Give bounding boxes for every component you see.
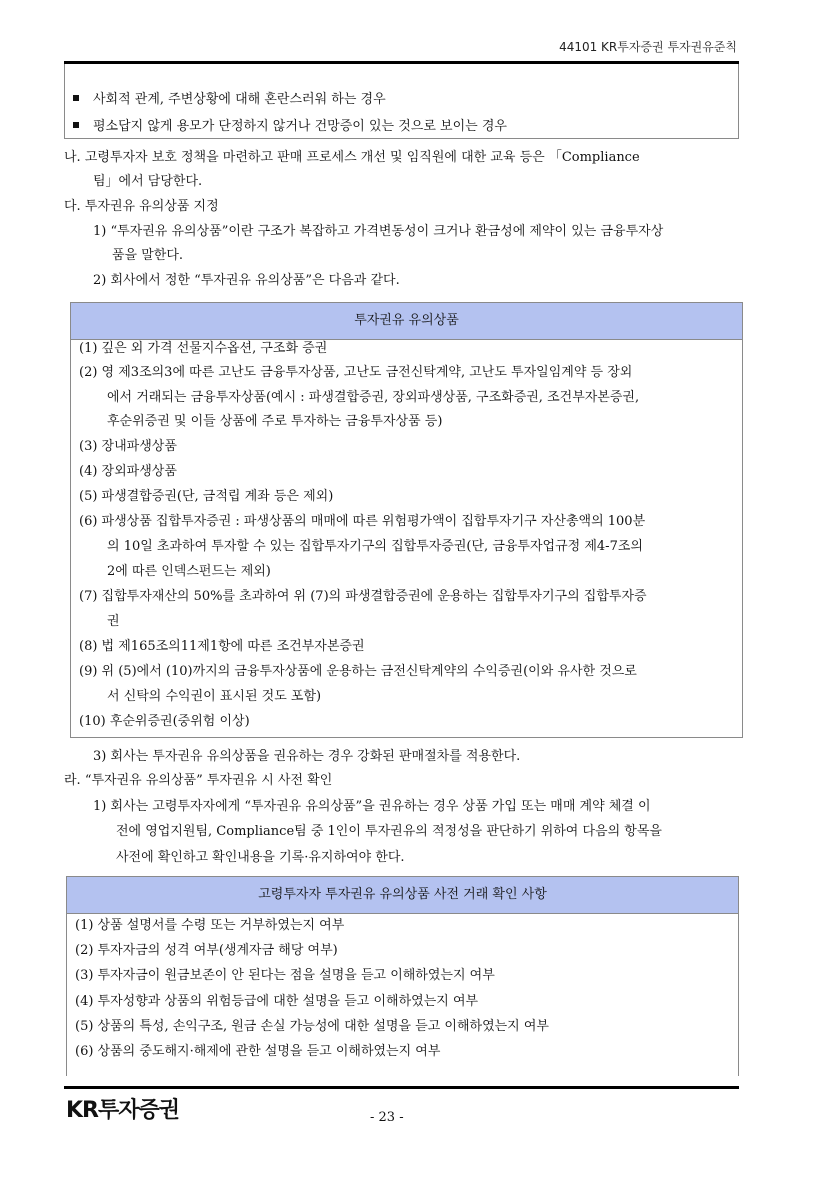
section-heading: 다. 투자권유 유의상품 지정 (64, 199, 219, 214)
table-line: 후순위증권 및 이들 상품에 주로 투자하는 금융투자상품 등) (107, 414, 443, 429)
table-line: 2에 따른 인덱스펀드는 제외) (107, 564, 271, 579)
page-header-title: 44101 KR투자증권 투자권유준칙 (559, 40, 737, 54)
paragraph-line: 품을 말한다. (112, 248, 184, 263)
paragraph-line: 1) “투자권유 유의상품”이란 구조가 복잡하고 가격변동성이 크거나 환금성에 제약이 있는 금융투자상 (93, 224, 664, 239)
paragraph-line: 나. 고령투자자 보호 정책을 마련하고 판매 프로세스 개선 및 임직원에 대한 교육 등은 「Compliance (64, 150, 640, 165)
table-line: (2) 영 제3조의3에 따른 고난도 금융투자상품, 고난도 금전신탁계약, 고난도 투자일임계약 등 장외 (79, 365, 633, 380)
table-line: (6) 상품의 중도해지·해제에 관한 설명을 듣고 이해하였는지 여부 (75, 1044, 441, 1059)
table-line: (1) 깊은 외 가격 선물지수옵션, 구조화 증권 (79, 341, 328, 356)
paragraph-line: 팀」에서 담당한다. (93, 174, 203, 189)
footer-rule (64, 1086, 739, 1089)
paragraph-line: 3) 회사는 투자권유 유의상품을 권유하는 경우 강화된 판매절차를 적용한다. (93, 749, 521, 764)
table-line: (1) 상품 설명서를 수령 또는 거부하였는지 여부 (75, 918, 345, 933)
paragraph-line: 2) 회사에서 정한 “투자권유 유의상품”은 다음과 같다. (93, 273, 400, 288)
section-heading: 라. “투자권유 유의상품” 투자권유 시 사전 확인 (64, 773, 333, 788)
table-line: (3) 투자자금이 원금보존이 안 된다는 점을 설명을 듣고 이해하였는지 여부 (75, 968, 495, 983)
caution-products-table (70, 302, 743, 738)
page-number: - 23 - (370, 1110, 404, 1125)
paragraph-line: 전에 영업지원팀, Compliance팀 중 1인이 투자권유의 적정성을 판단하기 위하여 다음의 항목을 (116, 824, 662, 839)
table-line: (5) 상품의 특성, 손익구조, 원금 손실 가능성에 대한 설명을 듣고 이해하였는지 여부 (75, 1019, 549, 1034)
table-line: (4) 투자성향과 상품의 위험등급에 대한 설명을 듣고 이해하였는지 여부 (75, 994, 479, 1009)
pre-trade-check-table (66, 876, 739, 1076)
table-line: 권 (107, 614, 120, 629)
table-line: (7) 집합투자재산의 50%를 초과하여 위 (7)의 파생결합증권에 운용하는 집합투자기구의 집합투자증 (79, 589, 647, 604)
list-item-text: 평소답지 않게 용모가 단정하지 않거나 건망증이 있는 것으로 보이는 경우 (93, 119, 507, 134)
table-header: 고령투자자 투자권유 유의상품 사전 거래 확인 사항 (67, 877, 738, 914)
list-item (73, 115, 507, 134)
table-line: 서 신탁의 수익권이 표시된 것도 포함) (107, 689, 322, 704)
paragraph-line: 1) 회사는 고령투자자에게 “투자권유 유의상품”을 권유하는 경우 상품 가입 또는 매매 계약 체결 이 (93, 799, 651, 814)
company-logo: KR투자증권 (66, 1098, 179, 1123)
table-header: 투자권유 유의상품 (71, 303, 742, 340)
square-bullet-icon (73, 122, 79, 128)
table-line: (8) 법 제165조의11제1항에 따른 조건부자본증권 (79, 639, 365, 654)
table-line: 에서 거래되는 금융투자상품(예시 : 파생결합증권, 장외파생상품, 구조화증권, 조건부자본증권, (107, 390, 640, 405)
list-item-text: 사회적 관계, 주변상황에 대해 혼란스러워 하는 경우 (93, 92, 386, 107)
table-line: (6) 파생상품 집합투자증권 : 파생상품의 매매에 따른 위험평가액이 집합투자기구 자산총액의 100분 (79, 514, 646, 529)
table-line: (3) 장내파생상품 (79, 439, 177, 454)
table-line: (5) 파생결합증권(단, 금적립 계좌 등은 제외) (79, 489, 334, 504)
paragraph-line: 사전에 확인하고 확인내용을 기록·유지하여야 한다. (116, 850, 405, 865)
table-line: (2) 투자자금의 성격 여부(생계자금 해당 여부) (75, 943, 338, 958)
table-line: (4) 장외파생상품 (79, 464, 177, 479)
table-line: 의 10일 초과하여 투자할 수 있는 집합투자기구의 집합투자증권(단, 금융투자업규정 제4-7조의 (107, 539, 643, 554)
square-bullet-icon (73, 95, 79, 101)
table-line: (9) 위 (5)에서 (10)까지의 금융투자상품에 운용하는 금전신탁계약의 수익증권(이와 유사한 것으로 (79, 664, 637, 679)
list-item (73, 88, 386, 107)
table-line: (10) 후순위증권(중위험 이상) (79, 714, 250, 729)
criteria-box (64, 64, 739, 139)
